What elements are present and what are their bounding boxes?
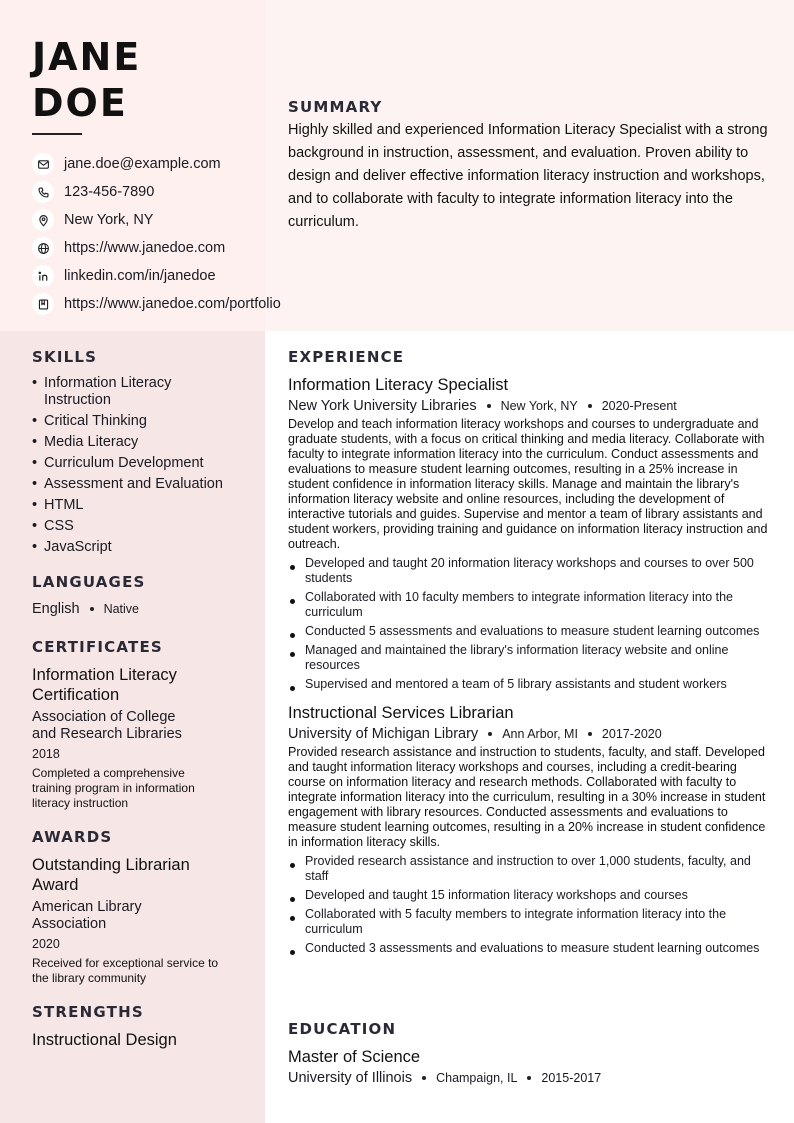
portfolio-text: https://www.janedoe.com/portfolio xyxy=(64,296,281,312)
separator-dot xyxy=(527,1076,531,1080)
skill-item: • Assessment and Evaluation xyxy=(32,476,242,493)
achievement-item: Conducted 5 assessments and evaluations to measure student learning outcomes xyxy=(288,624,772,639)
school-location: Champaign, IL xyxy=(436,1071,518,1085)
experience-heading: EXPERIENCE xyxy=(288,348,405,366)
job-location: New York, NY xyxy=(500,399,578,413)
award-org: American Library Association xyxy=(32,899,142,932)
separator-dot xyxy=(422,1076,426,1080)
language-level: Native xyxy=(103,602,139,616)
strengths-heading: STRENGTHS xyxy=(32,1003,144,1021)
location-text: New York, NY xyxy=(64,212,154,228)
education-section xyxy=(288,1020,772,1086)
award-desc: Received for exceptional service to the library community xyxy=(32,956,219,985)
achievement-item: Developed and taught 20 information literacy workshops and courses to over 500 students xyxy=(288,556,772,586)
achievement-item: Collaborated with 10 faculty members to integrate information literacy into the curriculum xyxy=(288,590,772,620)
separator-dot xyxy=(488,732,492,736)
job-entry xyxy=(288,375,772,692)
summary-heading: SUMMARY xyxy=(288,98,383,116)
skills-heading: SKILLS xyxy=(32,348,98,366)
contact-phone[interactable] xyxy=(32,178,281,206)
job-org: New York University Libraries xyxy=(288,398,477,414)
achievement-item: Developed and taught 15 information literacy workshops and courses xyxy=(288,888,772,903)
separator-dot xyxy=(588,404,592,408)
job-meta xyxy=(288,398,772,414)
certificate-year: 2018 xyxy=(32,747,60,761)
award-title: Outstanding Librarian Award xyxy=(32,856,190,894)
job-achievements xyxy=(288,556,772,692)
portfolio-icon xyxy=(32,293,54,315)
strength-item: Instructional Design xyxy=(32,1031,177,1049)
name-divider xyxy=(32,133,82,135)
awards-section xyxy=(32,828,242,986)
certificate-org: Association of College and Research Libraries xyxy=(32,709,182,742)
education-heading: EDUCATION xyxy=(288,1020,397,1038)
skill-item: • Media Literacy xyxy=(32,434,242,451)
job-org: University of Michigan Library xyxy=(288,726,479,742)
location-icon xyxy=(32,209,54,231)
experience-section xyxy=(288,348,772,960)
skill-item: • CSS xyxy=(32,518,242,535)
phone-icon xyxy=(32,181,54,203)
skill-item: • Information Literacy Instruction xyxy=(32,375,242,409)
separator-dot xyxy=(588,732,592,736)
skills-section xyxy=(32,348,242,560)
achievement-item: Supervised and mentored a team of 5 library assistants and student workers xyxy=(288,677,772,692)
awards-heading: AWARDS xyxy=(32,828,113,846)
job-entry xyxy=(288,703,772,956)
award-year: 2020 xyxy=(32,937,60,951)
job-title: Information Literacy Specialist xyxy=(288,376,509,394)
separator-dot xyxy=(90,607,94,611)
job-achievements xyxy=(288,854,772,956)
summary-text: Highly skilled and experienced Information Literacy Specialist with a strong background in instruction, assessment, and evaluation. Proven ability to design and deliver effective information literacy instruction and workshops, and to collaborate with faculty to integrate information literacy into the curriculum. xyxy=(288,122,768,230)
school-name: University of Illinois xyxy=(288,1070,413,1086)
strengths-section xyxy=(32,1003,242,1050)
skill-item: • Curriculum Development xyxy=(32,455,242,472)
achievement-item: Conducted 3 assessments and evaluations to measure student learning outcomes xyxy=(288,941,772,956)
skills-list xyxy=(32,375,242,556)
email-text: jane.doe@example.com xyxy=(64,156,221,172)
contact-portfolio[interactable] xyxy=(32,290,281,318)
job-dates: 2017-2020 xyxy=(601,727,662,741)
first-name: JANE xyxy=(32,35,142,79)
contact-linkedin[interactable] xyxy=(32,262,281,290)
achievement-item: Provided research assistance and instruction to over 1,000 students, faculty, and staff xyxy=(288,854,772,884)
achievement-item: Managed and maintained the library's information literacy website and online resources xyxy=(288,643,772,673)
language-name: English xyxy=(32,601,80,617)
linkedin-icon xyxy=(32,265,54,287)
achievement-item: Collaborated with 5 faculty members to integrate information literacy into the curriculum xyxy=(288,907,772,937)
contact-website[interactable] xyxy=(32,234,281,262)
mail-icon xyxy=(32,153,54,175)
separator-dot xyxy=(487,404,491,408)
skill-item: • Critical Thinking xyxy=(32,413,242,430)
linkedin-text: linkedin.com/in/janedoe xyxy=(64,268,216,284)
education-meta xyxy=(288,1070,772,1086)
website-text: https://www.janedoe.com xyxy=(64,240,226,256)
certificates-heading: CERTIFICATES xyxy=(32,638,163,656)
summary-section xyxy=(288,98,768,234)
language-item xyxy=(32,601,242,617)
job-title: Instructional Services Librarian xyxy=(288,704,514,722)
contact-email[interactable] xyxy=(32,150,281,178)
job-description: Provided research assistance and instruction to students, faculty, and staff. Developed and taught information literacy workshops and courses, including a credit-bearing course on information literacy and research methods. Collaborated with faculty to integrate information literacy into the curriculum, resulting in a 30% increase in student engagement with library resources. Conducted assessments and evaluations to measure student learning outcomes, resulting in a 20% increase in student confidence in information literacy skills. xyxy=(288,745,766,849)
languages-heading: LANGUAGES xyxy=(32,573,146,591)
job-description: Develop and teach information literacy workshops and courses to undergraduate and graduate students, with a focus on critical thinking and media literacy. Collaborate with faculty to integrate information literacy into the curriculum. Conduct assessments and evaluations to measure student learning outcomes, resulting in a 25% increase in student confidence in information literacy skills. Manage and maintain the library's information literacy website and online resources, including the development of interactive tutorials and guides. Supervise and mentor a team of library assistants and student workers, providing training and guidance on information literacy instruction and outreach. xyxy=(288,417,768,551)
globe-icon xyxy=(32,237,54,259)
candidate-name xyxy=(32,34,141,126)
skill-item: • HTML xyxy=(32,497,242,514)
job-dates: 2020-Present xyxy=(601,399,677,413)
contact-list xyxy=(32,150,281,318)
certificate-desc: Completed a comprehensive training program in information literacy instruction xyxy=(32,766,195,810)
phone-text: 123-456-7890 xyxy=(64,184,155,200)
job-location: Ann Arbor, MI xyxy=(502,727,578,741)
contact-location xyxy=(32,206,281,234)
skill-item: • JavaScript xyxy=(32,539,242,556)
certificates-section xyxy=(32,638,242,811)
last-name: DOE xyxy=(32,81,128,125)
certificate-title: Information Literacy Certification xyxy=(32,666,177,704)
languages-section xyxy=(32,573,242,617)
education-dates: 2015-2017 xyxy=(541,1071,602,1085)
degree-title: Master of Science xyxy=(288,1048,421,1066)
education-entry xyxy=(288,1047,772,1086)
job-meta xyxy=(288,726,772,742)
